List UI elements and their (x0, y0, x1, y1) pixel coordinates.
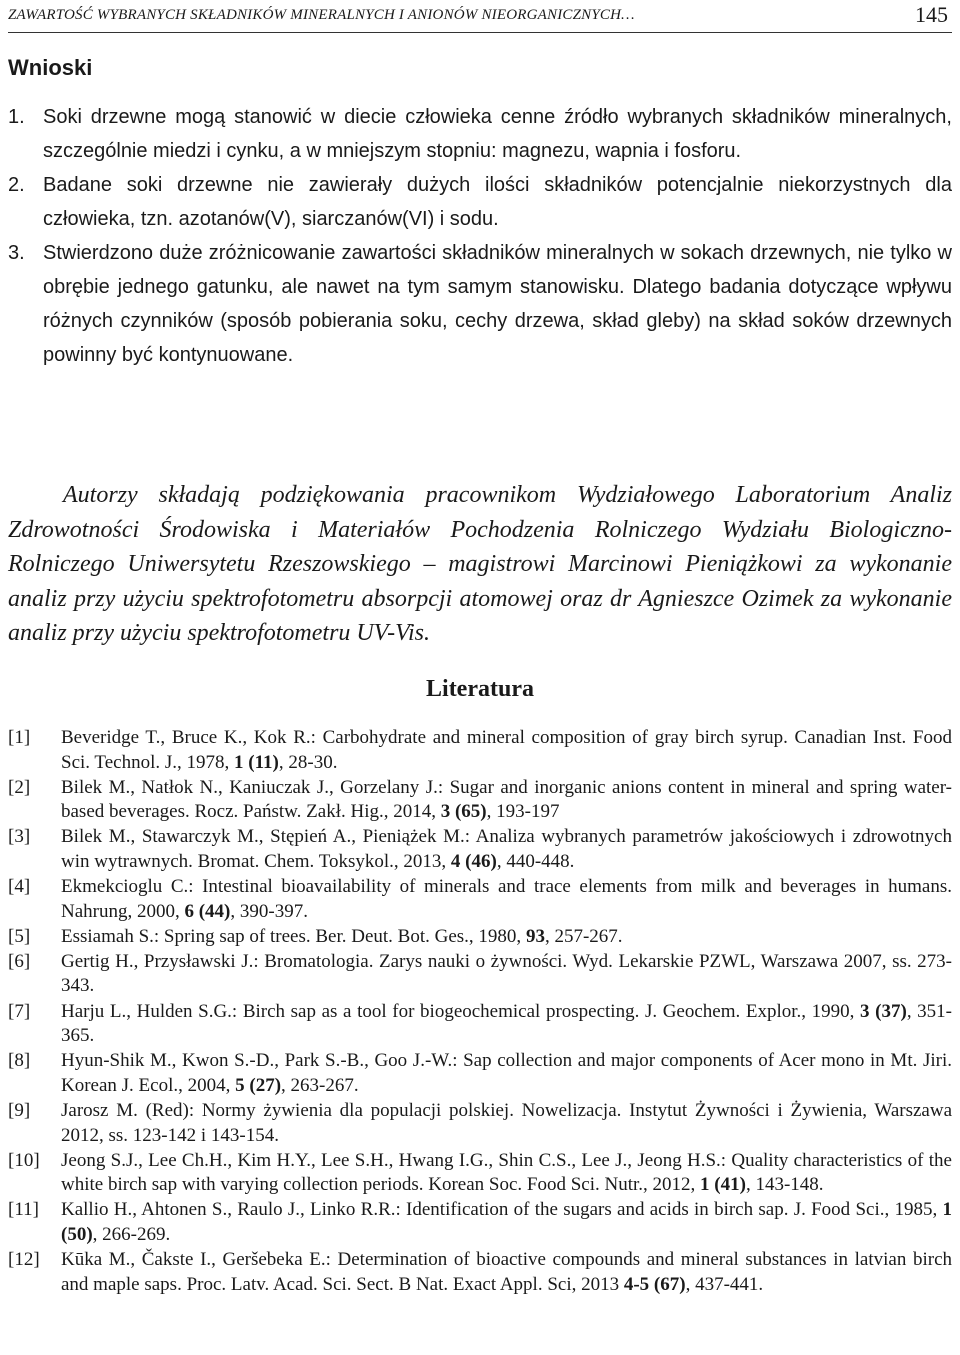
reference-text: Harju L., Hulden S.G.: Birch sap as a tool for biogeochemical prospecting. J. Geochem. Explor., 1990, (61, 1000, 861, 1022)
reference-item (8, 1198, 952, 1247)
reference-item (8, 825, 952, 874)
running-title: ZAWARTOŚĆ WYBRANYCH SKŁADNIKÓW MINERALNYCH I ANIONÓW NIEORGANICZNYCH… (8, 7, 635, 23)
reference-item (8, 1149, 952, 1198)
reference-volume: 4-5 (67) (623, 1273, 686, 1295)
reference-text: Jeong S.J., Lee Ch.H., Kim H.Y., Lee S.H., Hwang I.G., Shin C.S., Lee J., Jeong H.S.: Quality characteristics of the white birch sap with varying collection periods. Korean Soc. Food Sci. Nutr., 2012, (61, 1149, 952, 1196)
reference-text: Hyun-Shik M., Kwon S.-D., Park S.-B., Goo J.-W.: Sap collection and major components of Acer mono in Mt. Jiri. Korean J. Ecol., 2004, (61, 1050, 952, 1096)
reference-volume: 6 (44) (184, 900, 231, 922)
reference-number: [11] (8, 1199, 39, 1221)
conclusion-text: Soki drzewne mogą stanowić w diecie człowieka cenne źródło wybranych składników mineralnych, szczególnie miedzi i cynku, a w mniejszym stopniu: magnezu, wapnia i fosforu. (43, 106, 952, 162)
reference-item (8, 1099, 952, 1148)
conclusion-number: 2. (8, 174, 25, 196)
reference-text: Kallio H., Ahtonen S., Raulo J., Linko R.R.: Identification of the sugars and acids in birch sap. J. Food Sci., 1985, (61, 1199, 943, 1221)
reference-pages: , 390-397. (230, 900, 308, 922)
reference-volume: 1 (11) (234, 751, 279, 773)
reference-number: [1] (8, 727, 31, 748)
reference-pages: , 351-365. (61, 1000, 953, 1047)
reference-number: [9] (8, 1099, 31, 1121)
conclusions-list (8, 100, 952, 372)
reference-pages: , 263-267. (281, 1074, 359, 1096)
page-number: 145 (915, 2, 948, 27)
reference-pages: , 28-30. (278, 751, 338, 773)
conclusion-text: Stwierdzono duże zróżnicowanie zawartości składników mineralnych w sokach drzewnych, nie tylko w obrębie jednego gatunku, ale nawet na tym samym stanowisku. Dlatego badania dotyczące wpływu różnych czynników (sposób pobierania soku, cechy drzewa, skład gleby) na skład soków drzewnych powinny być kontynuowane. (43, 242, 952, 366)
reference-text: Bilek M., Natłok N., Kaniuczak J., Gorzelany J.: Sugar and inorganic anions content in mineral and spring water-based beverages. Rocz. Państw. Zakł. Hig., 2014, (61, 776, 952, 823)
reference-text: Bilek M., Stawarczyk M., Stępień A., Pieniążek M.: Analiza wybranych parametrów jakościowych i zdrowotnych win wytrawnych. Bromat. Chem. Toksykol., 2013, (61, 826, 952, 872)
reference-volume: 3 (65) (440, 801, 487, 823)
running-header (8, 4, 952, 33)
reference-volume: 3 (37) (860, 1000, 907, 1022)
reference-list (8, 726, 952, 1298)
reference-number: [12] (8, 1248, 40, 1270)
reference-number: [8] (8, 1050, 31, 1072)
reference-item (8, 776, 952, 825)
reference-item (8, 1049, 952, 1098)
reference-text: Ekmekcioglu C.: Intestinal bioavailability of minerals and trace elements from milk and beverages in humans. Nahrung, 2000, (61, 876, 952, 922)
reference-item (8, 1248, 952, 1297)
reference-text: Kūka M., Čakste I., Geršebeka E.: Determination of bioactive compounds and mineral substances in latvian birch and maple saps. Proc. Latv. Acad. Sci. Sect. B Nat. Exact Appl. Sci, 2013 (61, 1248, 952, 1295)
reference-volume: 93 (525, 925, 545, 947)
literature-title: Literatura (426, 676, 534, 702)
reference-pages: , 143-148. (745, 1174, 824, 1196)
reference-text: Jarosz M. (Red): Normy żywienia dla populacji polskiej. Nowelizacja. Instytut Żywności i Żywienia, Warszawa 2012, ss. 123-142 i 143-154. (61, 1099, 952, 1146)
reference-number: [7] (8, 1000, 31, 1022)
reference-pages: , 437-441. (685, 1273, 764, 1295)
reference-pages: , 257-267. (544, 925, 623, 947)
reference-number: [10] (8, 1149, 40, 1171)
reference-volume: 1 (50) (61, 1199, 952, 1245)
reference-item (8, 925, 952, 950)
reference-pages: , 440-448. (496, 850, 575, 872)
reference-item (8, 950, 952, 999)
reference-text: Gertig H., Przysławski J.: Bromatologia. Zarys nauki o żywności. Wyd. Lekarskie PZWL, Warszawa 2007, ss. 273-343. (61, 950, 952, 997)
reference-pages: , 266-269. (92, 1223, 171, 1245)
reference-number: [5] (8, 925, 31, 947)
reference-number: [4] (8, 876, 31, 898)
acknowledgement: Autorzy składają podziękowania pracownikom Wydziałowego Laboratorium Analiz Zdrowotności Środowiska i Materiałów Pochodzenia Rolniczego Wydziału Biologiczno-Rolniczego Uniwersytetu Rzeszowskiego – magistrowi Marcinowi Pieniążkowi za wykonanie analiz przy użyciu spektrofotometru absorpcji atomowej oraz dr Agnieszce Ozimek za wykonanie analiz przy użyciu spektrofotometru UV-Vis. (8, 482, 952, 646)
reference-pages: , 193-197 (486, 801, 560, 823)
conclusion-item (8, 236, 952, 372)
reference-item (8, 875, 952, 924)
reference-text: Essiamah S.: Spring sap of trees. Ber. Deut. Bot. Ges., 1980, (61, 925, 526, 947)
conclusions-title: Wnioski (8, 55, 93, 80)
conclusion-item (8, 100, 952, 168)
conclusion-number: 3. (8, 242, 25, 264)
reference-text: Beveridge T., Bruce K., Kok R.: Carbohydrate and mineral composition of gray birch syrup. Canadian Inst. Food Sci. Technol. J., 1978, (61, 727, 952, 773)
reference-item (8, 726, 952, 775)
conclusion-item (8, 168, 952, 236)
reference-volume: 4 (46) (450, 850, 497, 872)
reference-number: [3] (8, 826, 31, 848)
reference-item (8, 1000, 952, 1049)
reference-volume: 5 (27) (235, 1074, 282, 1096)
reference-volume: 1 (41) (700, 1174, 746, 1196)
reference-number: [6] (8, 950, 31, 972)
conclusion-text: Badane soki drzewne nie zawierały dużych ilości składników potencjalnie niekorzystnych dla człowieka, tzn. azotanów(V), siarczanów(VI) i sodu. (43, 174, 952, 230)
reference-number: [2] (8, 776, 31, 798)
conclusion-number: 1. (8, 106, 25, 128)
